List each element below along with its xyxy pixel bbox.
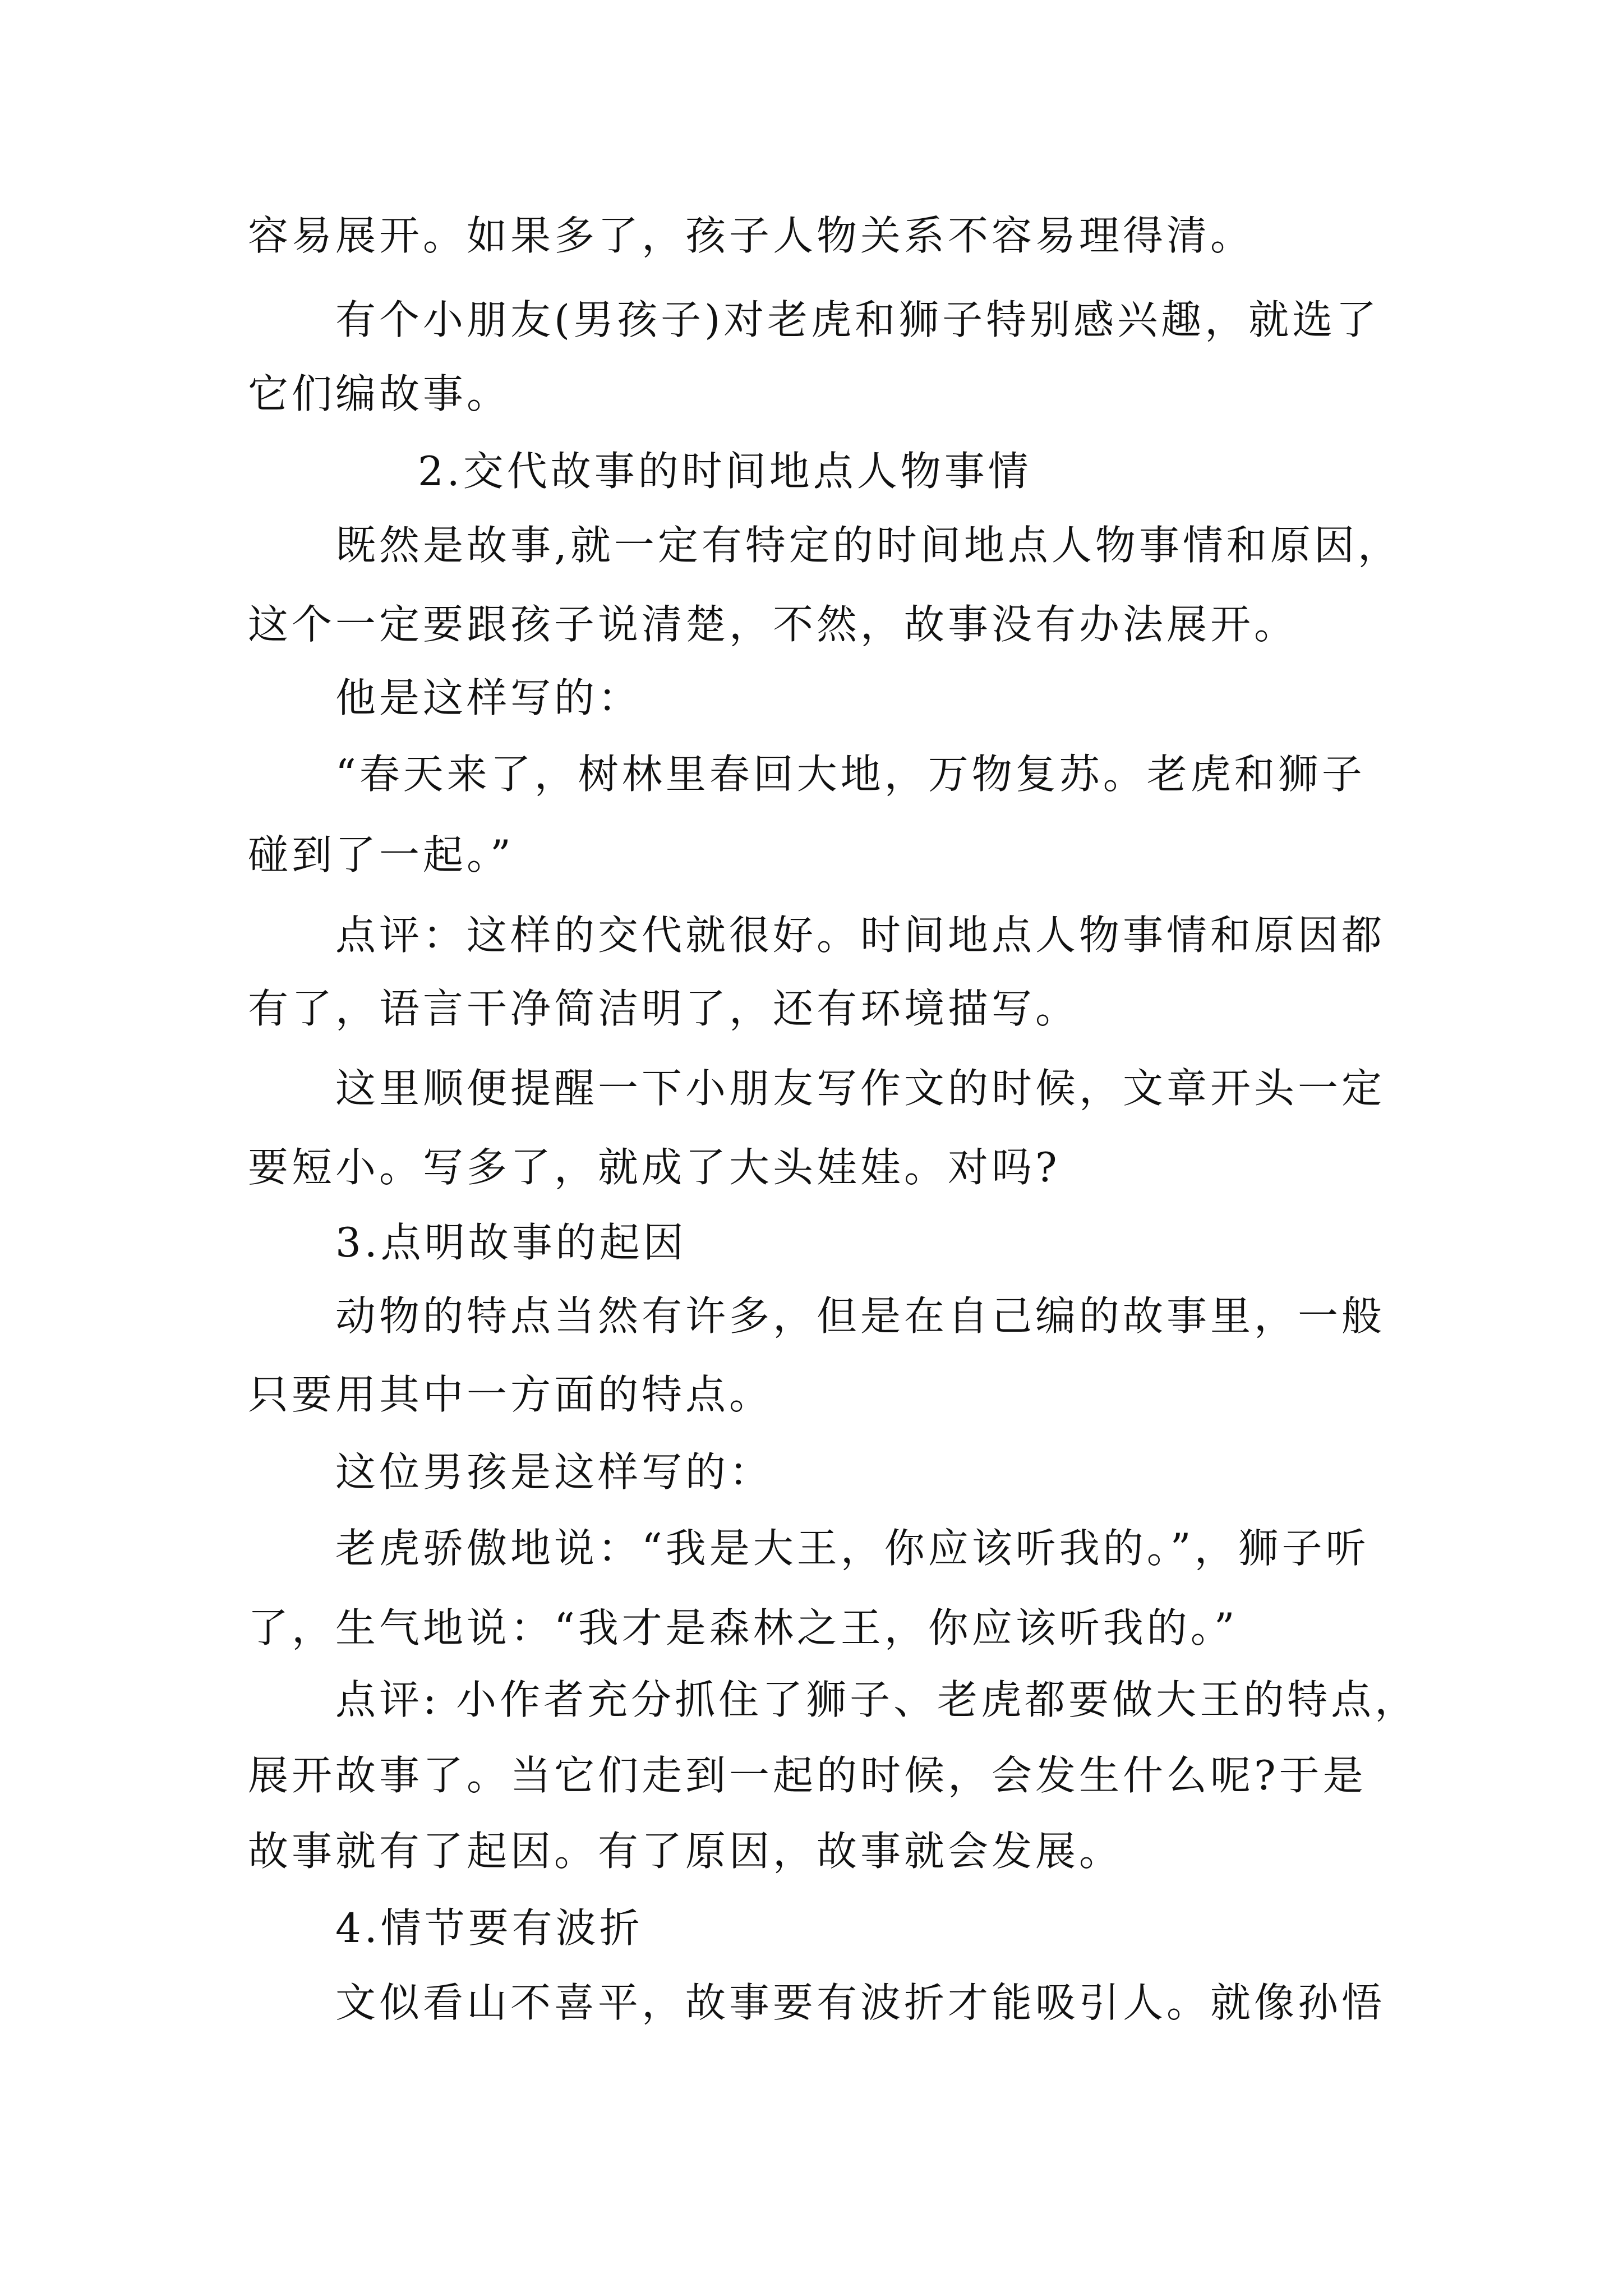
text-line: 容易展开。如果多了，孩子人物关系不容易理得清。 xyxy=(248,212,1255,259)
text-line: 老虎骄傲地说：“我是大王，你应该听我的。”，狮子听 xyxy=(335,1525,1370,1572)
section-heading: 2.交代故事的时间地点人物事情 xyxy=(418,448,1032,495)
text-line: 点评: 小作者充分抓住了狮子、老虎都要做大王的特点， xyxy=(335,1676,1419,1723)
text-line: 碰到了一起。” xyxy=(248,831,514,878)
text-line: 这个一定要跟孩子说清楚，不然，故事没有办法展开。 xyxy=(248,601,1298,648)
text-line: 只要用其中一方面的特点。 xyxy=(248,1371,773,1418)
text-line: 这位男孩是这样写的： xyxy=(335,1448,773,1496)
text-line: 有个小朋友(男孩子)对老虎和狮子特别感兴趣，就选了 xyxy=(335,296,1380,343)
text-line: 他是这样写的： xyxy=(335,674,642,721)
section-heading: 3.点明故事的起因 xyxy=(335,1219,687,1266)
text-line: “春天来了，树林里春回大地，万物复苏。老虎和狮子 xyxy=(335,751,1366,798)
text-line: 有了，语言干净简洁明了，还有环境描写。 xyxy=(248,985,1080,1032)
section-heading: 4.情节要有波折 xyxy=(335,1904,643,1952)
text-line: 展开故事了。当它们走到一起的时候，会发生什么呢?于是 xyxy=(248,1752,1367,1799)
text-line: 它们编故事。 xyxy=(248,370,511,417)
text-line: 点评：这样的交代就很好。时间地点人物事情和原因都 xyxy=(335,912,1386,959)
text-line: 这里顺便提醒一下小朋友写作文的时候，文章开头一定 xyxy=(335,1065,1386,1112)
text-line: 了，生气地说：“我才是森林之王，你应该听我的。” xyxy=(248,1604,1238,1651)
text-line: 故事就有了起因。有了原因，故事就会发展。 xyxy=(248,1828,1123,1875)
text-line: 要短小。写多了，就成了大头娃娃。对吗? xyxy=(248,1144,1061,1191)
text-line: 文似看山不喜平，故事要有波折才能吸引人。就像孙悟 xyxy=(335,1979,1386,2026)
text-line: 动物的特点当然有许多，但是在自己编的故事里，一般 xyxy=(335,1292,1386,1340)
text-line: 既然是故事,就一定有特定的时间地点人物事情和原因， xyxy=(335,522,1401,569)
